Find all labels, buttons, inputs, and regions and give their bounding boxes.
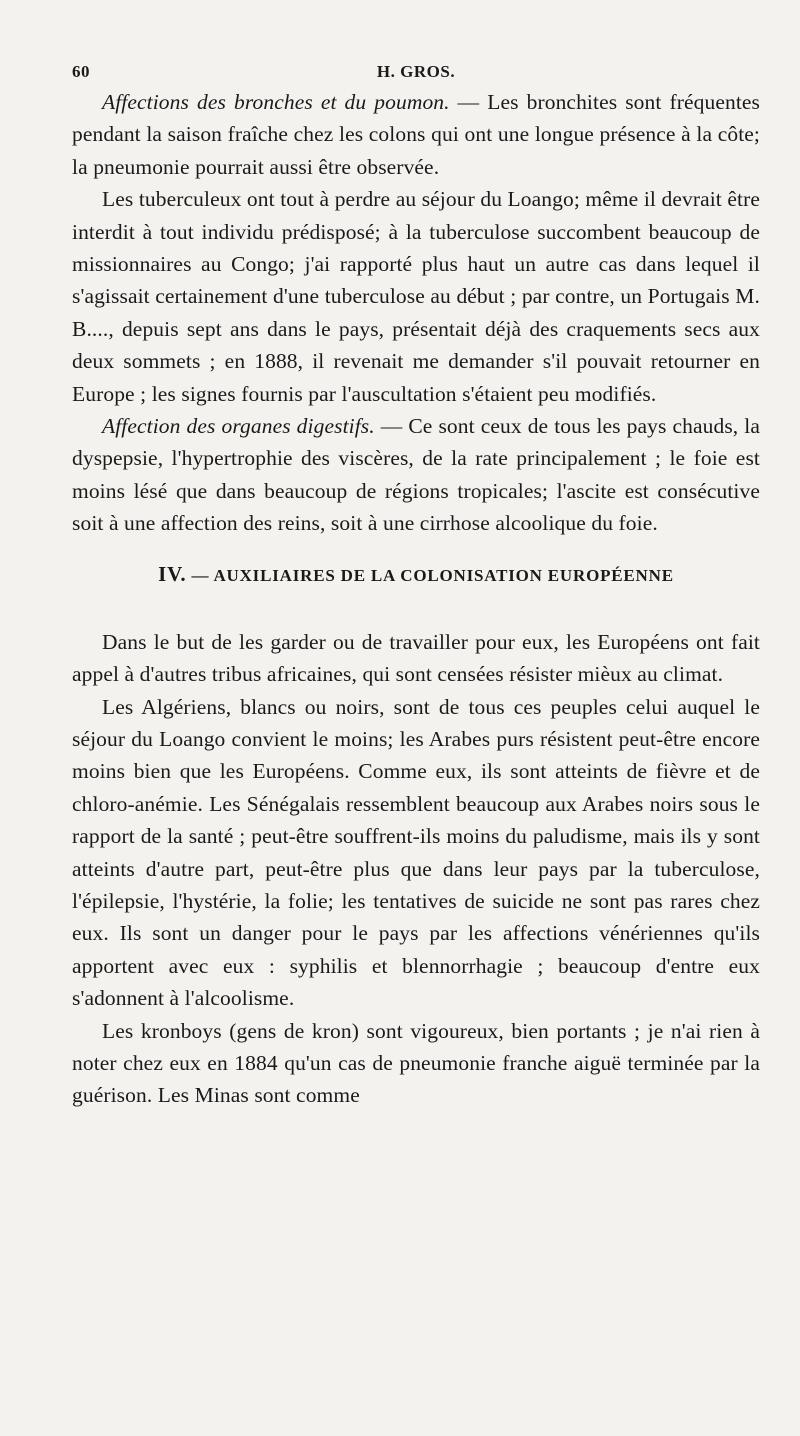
section-heading: [72, 558, 760, 592]
section-title: AUXILIAIRES DE LA COLONISATION EUROPÉENNE: [213, 565, 674, 585]
paragraph-lead-italic: Affection des organes digestifs.: [102, 414, 375, 439]
section-dash: —: [191, 565, 210, 585]
paragraph-europeens: [72, 626, 760, 691]
paragraph-bronches: [72, 86, 760, 183]
section-numeral: IV.: [158, 561, 187, 586]
page-number: 60: [72, 62, 90, 81]
paragraph-text: Les tuberculeux ont tout à perdre au séjour du Loango; même il devrait être interdit à tout individu prédisposé; à la tuberculose succombent beaucoup de missionnaires au Congo; j'ai rapporté plus haut un autre cas dans lequel il s'agissait certainement d'une tuberculose au début ; par contre, un Portugais M. B...., depuis sept ans dans le pays, présentait déjà des craquements secs aux deux sommets ; en 1888, il revenait me demander s'il pouvait retourner en Europe ; les signes fournis par l'auscultation s'étaient peu modifiés.: [72, 187, 760, 406]
paragraph-text: — Ce sont ceux de tous les pays chauds, la dyspepsie, l'hypertrophie des viscères, de la rate principalement ; le foie est moins lésé que dans beaucoup de régions tropicales; l'ascite est consécutive soit à une affection des reins, soit à une cirrhose alcoolique du foie.: [72, 414, 760, 536]
paragraph-tuberculeux: [72, 183, 760, 410]
running-head: [72, 58, 760, 86]
paragraph-lead-italic: Affections des bronches et du poumon.: [102, 90, 450, 114]
paragraph-text: Les Algériens, blancs ou noirs, sont de tous ces peuples celui auquel le séjour du Loango convient le moins; les Arabes purs résistent peut-être encore moins bien que les Européens. Comme eux, ils sont atteints de fièvre et de chloro-anémie. Les Sénégalais ressemblent beaucoup aux Arabes noirs sous le rapport de la santé ; peut-être souffrent-ils moins du paludisme, mais ils y sont atteints d'autre part, peut-être plus que dans leur pays par la tuberculose, l'épilepsie, l'hystérie, la folie; les tentatives de suicide ne sont pas rares chez eux. Ils sont un danger pour le pays par les affections vénériennes qu'ils apportent avec eux : syphilis et blennorrhagie ; beaucoup d'entre eux s'adonnent à l'alcoolisme.: [72, 694, 760, 1011]
paragraph-digestifs: [72, 410, 760, 540]
paragraph-text: Dans le but de les garder ou de travailler pour eux, les Européens ont fait appel à d'autres tribus africaines, qui sont censées résister mièux au climat.: [72, 629, 760, 687]
paragraph-algeriens: [72, 691, 760, 1015]
body-text: [72, 86, 760, 1112]
running-title: H. GROS.: [376, 62, 456, 81]
paragraph-text: Les kronboys (gens de kron) sont vigoureux, bien portants ; je n'ai rien à noter chez eux en 1884 qu'un cas de pneumonie franche aiguë terminée par la guérison. Les Minas sont comme: [72, 1018, 760, 1108]
paragraph-kronboys: [72, 1015, 760, 1112]
paragraph-text: — Les bronchites sont fréquentes pendant la saison fraîche chez les colons qui ont une longue présence à la côte; la pneumonie pourrait aussi être observée.: [72, 90, 760, 179]
